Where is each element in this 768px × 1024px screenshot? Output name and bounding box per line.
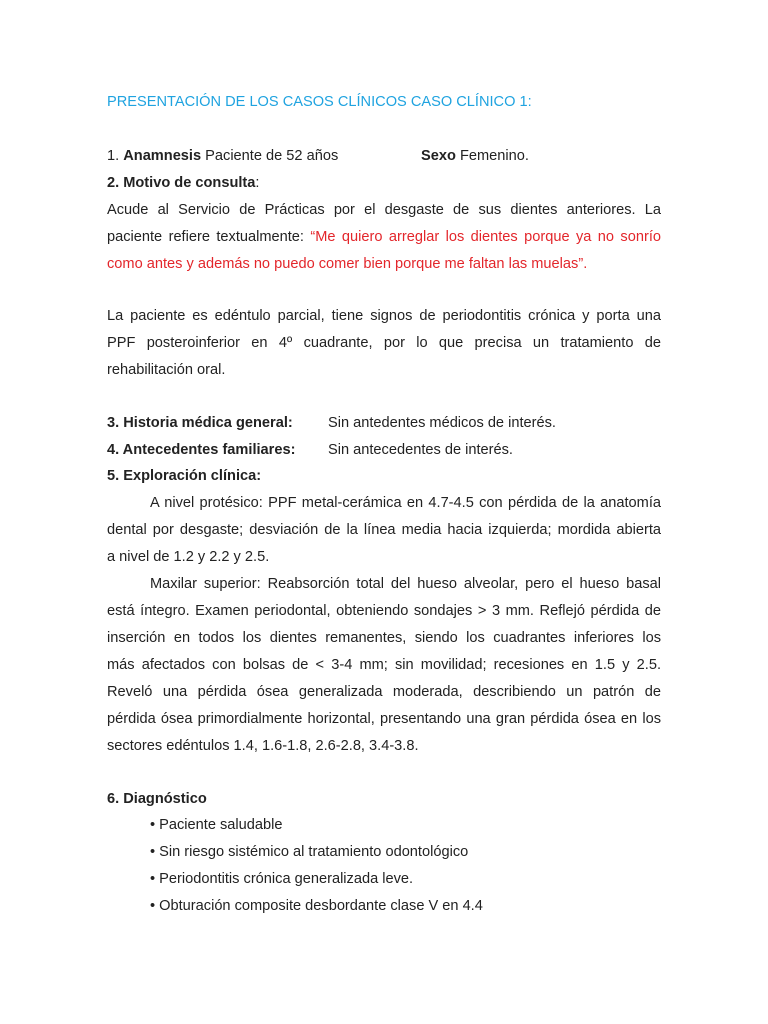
anamnesis-value: Paciente de 52 años	[205, 148, 339, 164]
anamnesis-label: Anamnesis	[123, 148, 202, 164]
exploracion-p1-line-2: dental por desgaste; desviación de la línea media hacia izquierda; mordida abierta	[107, 522, 661, 538]
exploracion-heading	[107, 467, 261, 485]
motivo-line-2	[107, 228, 661, 246]
sexo-value: Femenino.	[459, 148, 529, 164]
document-title: PRESENTACIÓN DE LOS CASOS CLÍNICOS CASO CLÍNICO 1:	[107, 94, 532, 110]
diagnostico-item: • Periodontitis crónica generalizada leve.	[150, 871, 414, 887]
motivo-heading-text: 2. Motivo de consulta	[107, 175, 256, 191]
diagnostico-item: • Sin riesgo sistémico al tratamiento odontológico	[150, 844, 469, 860]
antecedentes-label-text: 4. Antecedentes familiares:	[107, 442, 296, 458]
exploracion-p2-line-1: Maxilar superior: Reabsorción total del hueso alveolar, pero el hueso basal	[150, 576, 661, 592]
exploracion-p2-line-5: Reveló una pérdida ósea generalizada moderada, describiendo un patrón de	[107, 684, 661, 700]
historia-label-text: 3. Historia médica general:	[107, 415, 293, 431]
diagnostico-heading	[107, 790, 207, 808]
exploracion-p1-line-1: A nivel protésico: PPF metal-cerámica en 4.7-4.5 con pérdida de la anatomía	[150, 495, 661, 511]
diagnostico-heading-text: 6. Diagnóstico	[107, 791, 207, 807]
exploracion-p2-line-7: sectores edéntulos 1.4, 1.6-1.8, 2.6-2.8, 3.4-3.8.	[107, 738, 419, 754]
quote-period: .	[583, 256, 588, 272]
sexo-label: Sexo	[421, 148, 456, 164]
exploracion-p2-line-4: más afectados con bolsas de < 3-4 mm; sin movilidad; recesiones en 1.5 y 2.5.	[107, 657, 661, 673]
exploracion-p2-line-6: pérdida ósea primordialmente horizontal, presentando una gran pérdida ósea en los	[107, 711, 661, 727]
anamnesis-line	[107, 147, 338, 165]
summary-line-1: La paciente es edéntulo parcial, tiene signos de periodontitis crónica y porta una	[107, 308, 661, 324]
summary-line-3: rehabilitación oral.	[107, 362, 226, 378]
exploracion-p2-line-2: está íntegro. Examen periodontal, obteniendo sondajes > 3 mm. Reflejó pérdida de	[107, 603, 661, 619]
antecedentes-label	[107, 441, 295, 459]
exploracion-p2-line-3: inserción en todos los dientes remanentes, siendo los cuadrantes inferiores los	[107, 630, 661, 646]
sexo-field	[421, 147, 529, 165]
patient-quote-part-1: “Me quiero arreglar los dientes porque ya no sonrío	[310, 229, 661, 245]
motivo-line-3	[107, 255, 587, 273]
motivo-heading	[107, 174, 259, 192]
historia-value: Sin antedentes médicos de interés.	[328, 415, 556, 431]
diagnostico-item: • Paciente saludable	[150, 817, 283, 833]
exploracion-heading-text: 5. Exploración clínica:	[107, 468, 262, 484]
exploracion-p1-line-3: a nivel de 1.2 y 2.2 y 2.5.	[107, 549, 270, 565]
historia-label	[107, 414, 293, 432]
antecedentes-value: Sin antecedentes de interés.	[328, 442, 513, 458]
summary-line-2: PPF posteroinferior en 4º cuadrante, por lo que precisa un tratamiento de	[107, 335, 661, 351]
section-number: 1.	[107, 148, 120, 164]
diagnostico-item: • Obturación composite desbordante clase V en 4.4	[150, 898, 483, 914]
patient-quote-part-2: como antes y además no puedo comer bien porque me faltan las muelas”	[107, 256, 584, 272]
motivo-line-2-pre: paciente refiere textualmente:	[107, 229, 304, 245]
motivo-line-1: Acude al Servicio de Prácticas por el desgaste de sus dientes anteriores. La	[107, 202, 661, 218]
motivo-colon: :	[255, 175, 260, 191]
